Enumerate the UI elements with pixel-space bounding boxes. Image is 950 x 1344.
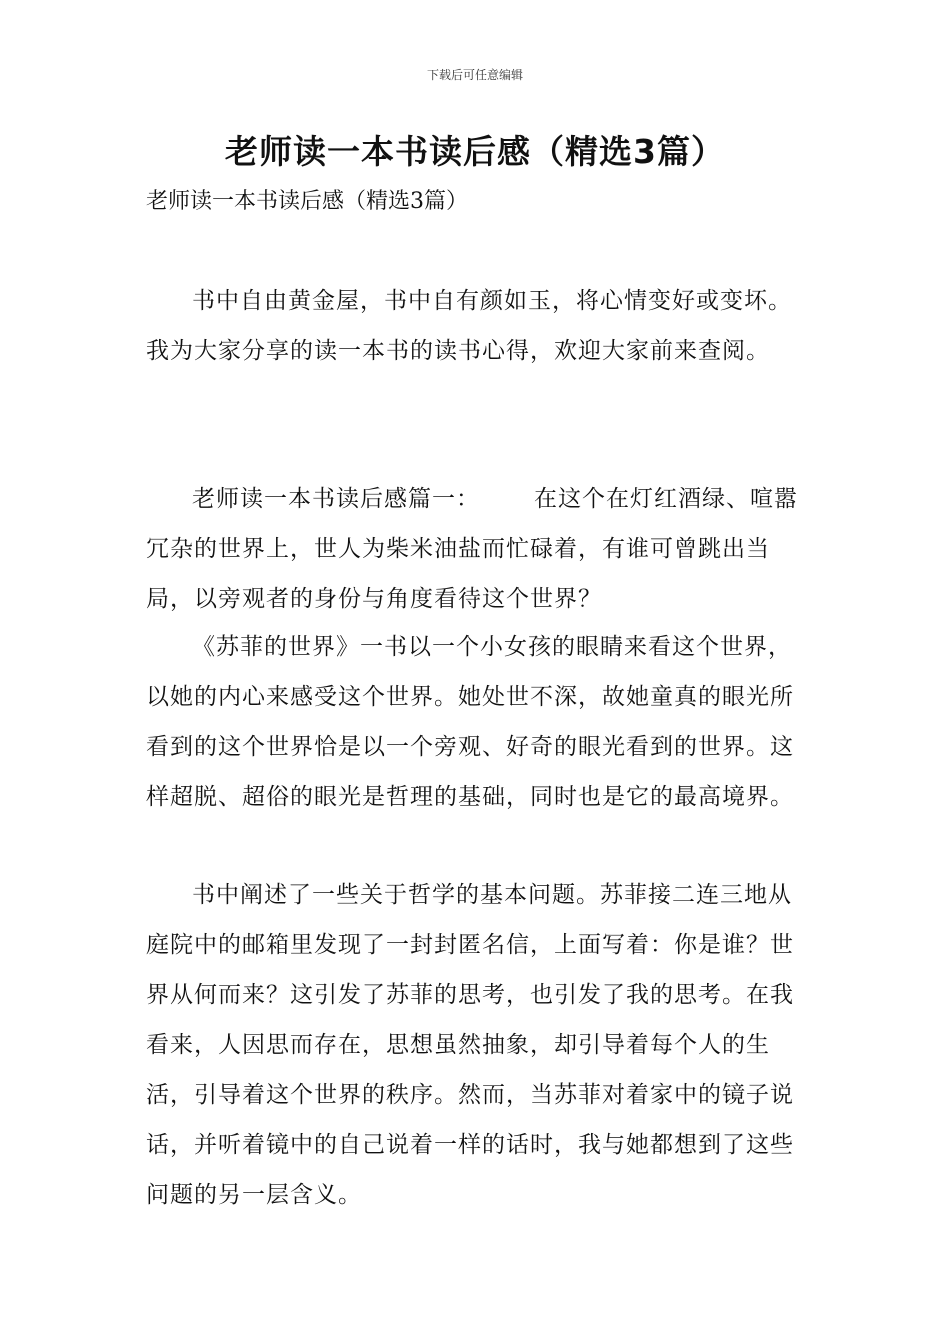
intro-paragraph: 书中自由黄金屋，书中自有颜如玉，将心情变好或变坏。我为大家分享的读一本书的读书心得，欢迎大家前来查阅。	[146, 288, 792, 364]
paragraph-sophie-world: 《苏菲的世界》一书以一个小女孩的眼睛来看这个世界，以她的内心来感受这个世界。她处世不深，故她童真的眼光所看到的这个世界恰是以一个旁观、好奇的眼光看到的世界。这样超脱、超俗的眼光是哲理的基础，同时也是它的最高境界。	[146, 634, 794, 810]
section-one-paragraph	[146, 474, 806, 624]
header-note: 下载后可任意编辑	[426, 68, 523, 82]
document-subtitle: 老师读一本书读后感（精选3篇）	[146, 189, 468, 214]
section-one-heading: 老师读一本书读后感篇一：	[192, 486, 480, 512]
section-one-lead: 在这个在灯红酒绿、喧嚣冗杂的世界上，世人为柴米油盐而忙碌着，有谁可曾跳出当局，以旁观者的身份与角度看待这个世界？	[146, 486, 798, 612]
document-title: 老师读一本书读后感（精选3篇）	[225, 132, 725, 171]
paragraph-philosophy: 书中阐述了一些关于哲学的基本问题。苏菲接二连三地从庭院中的邮箱里发现了一封封匿名信，上面写着：你是谁？世界从何而来？这引发了苏菲的思考，也引发了我的思考。在我看来，人因思而存在，思想虽然抽象，却引导着每个人的生活，引导着这个世界的秩序。然而，当苏菲对着家中的镜子说话，并听着镜中的自己说着一样的话时，我与她都想到了这些问题的另一层含义。	[146, 882, 794, 1208]
